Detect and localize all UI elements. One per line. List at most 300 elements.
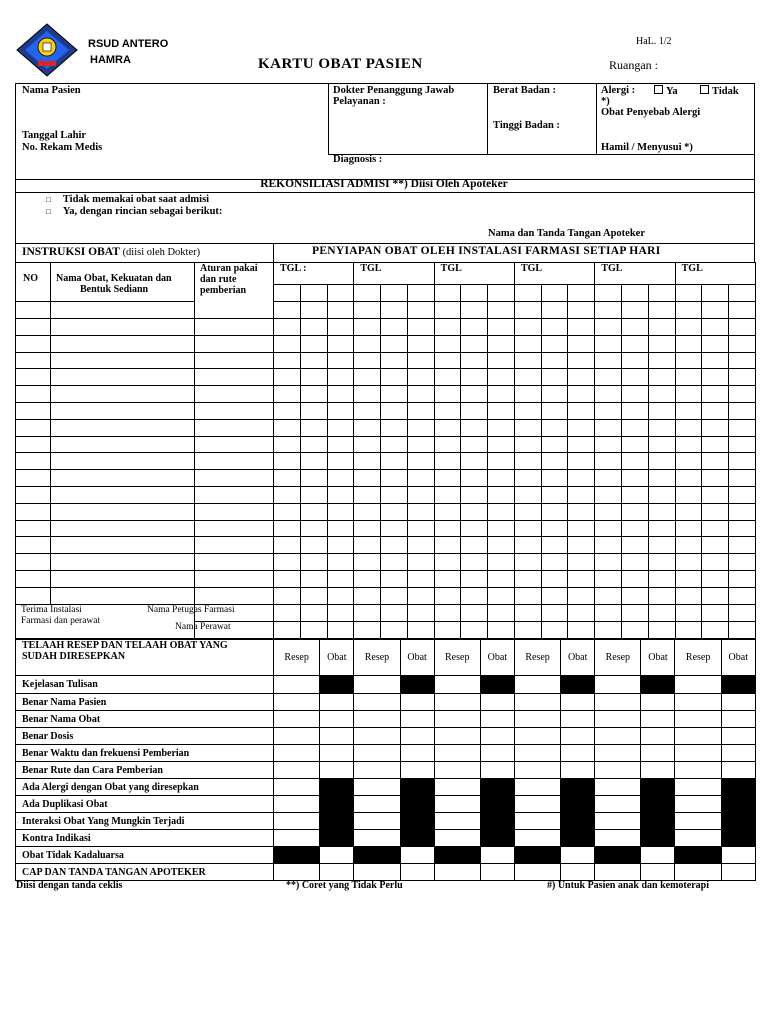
entry-cell[interactable] — [300, 503, 327, 520]
entry-cell[interactable] — [381, 486, 408, 503]
entry-cell[interactable] — [195, 319, 274, 336]
entry-cell[interactable] — [407, 436, 434, 453]
check-cell[interactable] — [320, 728, 354, 745]
entry-cell[interactable] — [300, 520, 327, 537]
check-cell[interactable] — [675, 745, 721, 762]
entry-cell[interactable] — [461, 554, 488, 571]
entry-cell[interactable] — [488, 570, 515, 587]
check-cell[interactable] — [320, 864, 354, 881]
check-cell[interactable] — [721, 728, 755, 745]
entry-cell[interactable] — [648, 520, 675, 537]
entry-cell[interactable] — [51, 335, 195, 352]
entry-cell[interactable] — [729, 386, 756, 403]
slot-cell[interactable] — [354, 604, 381, 621]
slot-cell[interactable] — [407, 604, 434, 621]
check-cell[interactable] — [480, 762, 514, 779]
entry-cell[interactable] — [541, 402, 568, 419]
entry-cell[interactable] — [514, 554, 541, 571]
entry-cell[interactable] — [488, 352, 515, 369]
slot-cell[interactable] — [541, 285, 568, 302]
entry-cell[interactable] — [434, 419, 461, 436]
slot-cell[interactable] — [434, 285, 461, 302]
slot-cell[interactable] — [354, 302, 381, 319]
check-cell[interactable] — [595, 864, 641, 881]
entry-cell[interactable] — [595, 537, 622, 554]
check-cell[interactable] — [274, 864, 320, 881]
entry-cell[interactable] — [675, 537, 702, 554]
entry-cell[interactable] — [195, 352, 274, 369]
check-cell[interactable] — [434, 796, 480, 813]
entry-cell[interactable] — [461, 453, 488, 470]
entry-cell[interactable] — [648, 503, 675, 520]
entry-cell[interactable] — [514, 520, 541, 537]
slot-cell[interactable] — [327, 302, 354, 319]
check-cell[interactable] — [400, 711, 434, 728]
slot-cell[interactable] — [729, 604, 756, 621]
slot-cell[interactable] — [622, 621, 649, 639]
entry-cell[interactable] — [702, 570, 729, 587]
entry-cell[interactable] — [541, 520, 568, 537]
entry-cell[interactable] — [407, 369, 434, 386]
check-cell[interactable] — [595, 711, 641, 728]
check-cell[interactable] — [434, 676, 480, 694]
entry-cell[interactable] — [381, 537, 408, 554]
entry-cell[interactable] — [274, 537, 301, 554]
slot-cell[interactable] — [300, 302, 327, 319]
entry-cell[interactable] — [461, 470, 488, 487]
entry-cell[interactable] — [729, 554, 756, 571]
entry-cell[interactable] — [381, 503, 408, 520]
entry-cell[interactable] — [274, 335, 301, 352]
check-cell[interactable] — [595, 762, 641, 779]
entry-cell[interactable] — [675, 335, 702, 352]
entry-cell[interactable] — [568, 587, 595, 604]
entry-cell[interactable] — [274, 419, 301, 436]
check-cell[interactable] — [354, 796, 400, 813]
entry-cell[interactable] — [568, 453, 595, 470]
entry-cell[interactable] — [434, 537, 461, 554]
slot-cell[interactable] — [514, 604, 541, 621]
check-cell[interactable] — [354, 779, 400, 796]
entry-cell[interactable] — [488, 369, 515, 386]
entry-cell[interactable] — [729, 453, 756, 470]
check-cell[interactable] — [320, 694, 354, 711]
check-cell[interactable] — [595, 694, 641, 711]
entry-cell[interactable] — [675, 436, 702, 453]
entry-cell[interactable] — [434, 470, 461, 487]
entry-cell[interactable] — [381, 319, 408, 336]
entry-cell[interactable] — [354, 369, 381, 386]
entry-cell[interactable] — [354, 537, 381, 554]
entry-cell[interactable] — [675, 352, 702, 369]
entry-cell[interactable] — [51, 503, 195, 520]
check-cell[interactable] — [721, 745, 755, 762]
slot-cell[interactable] — [675, 621, 702, 639]
check-cell[interactable] — [434, 694, 480, 711]
entry-cell[interactable] — [300, 352, 327, 369]
entry-cell[interactable] — [16, 402, 51, 419]
entry-cell[interactable] — [274, 436, 301, 453]
slot-cell[interactable] — [568, 302, 595, 319]
entry-cell[interactable] — [568, 369, 595, 386]
entry-cell[interactable] — [381, 369, 408, 386]
check-cell[interactable] — [320, 711, 354, 728]
check-cell[interactable] — [400, 847, 434, 864]
entry-cell[interactable] — [381, 386, 408, 403]
check-cell[interactable] — [514, 711, 560, 728]
slot-cell[interactable] — [595, 302, 622, 319]
entry-cell[interactable] — [434, 554, 461, 571]
check-cell[interactable] — [514, 762, 560, 779]
rekon-option-2[interactable] — [46, 206, 222, 218]
check-cell[interactable] — [434, 711, 480, 728]
check-cell[interactable] — [434, 864, 480, 881]
slot-cell[interactable] — [675, 285, 702, 302]
entry-cell[interactable] — [702, 319, 729, 336]
entry-cell[interactable] — [622, 537, 649, 554]
entry-cell[interactable] — [514, 570, 541, 587]
slot-cell[interactable] — [675, 604, 702, 621]
entry-cell[interactable] — [568, 570, 595, 587]
check-cell[interactable] — [561, 745, 595, 762]
check-cell[interactable] — [434, 728, 480, 745]
entry-cell[interactable] — [407, 402, 434, 419]
entry-cell[interactable] — [622, 470, 649, 487]
slot-cell[interactable] — [274, 604, 301, 621]
entry-cell[interactable] — [434, 352, 461, 369]
check-cell[interactable] — [274, 830, 320, 847]
entry-cell[interactable] — [354, 352, 381, 369]
entry-cell[interactable] — [568, 419, 595, 436]
slot-cell[interactable] — [327, 604, 354, 621]
entry-cell[interactable] — [461, 436, 488, 453]
entry-cell[interactable] — [381, 520, 408, 537]
slot-cell[interactable] — [541, 604, 568, 621]
slot-cell[interactable] — [702, 285, 729, 302]
check-cell[interactable] — [561, 728, 595, 745]
entry-cell[interactable] — [327, 503, 354, 520]
entry-cell[interactable] — [16, 352, 51, 369]
check-cell[interactable] — [400, 694, 434, 711]
entry-cell[interactable] — [434, 335, 461, 352]
check-cell[interactable] — [514, 745, 560, 762]
slot-cell[interactable] — [595, 604, 622, 621]
slot-cell[interactable] — [568, 604, 595, 621]
slot-cell[interactable] — [541, 302, 568, 319]
slot-cell[interactable] — [354, 285, 381, 302]
check-cell[interactable] — [595, 813, 641, 830]
entry-cell[interactable] — [729, 537, 756, 554]
entry-cell[interactable] — [648, 319, 675, 336]
entry-cell[interactable] — [514, 335, 541, 352]
check-cell[interactable] — [675, 779, 721, 796]
entry-cell[interactable] — [568, 319, 595, 336]
check-cell[interactable] — [274, 711, 320, 728]
entry-cell[interactable] — [51, 419, 195, 436]
entry-cell[interactable] — [195, 402, 274, 419]
entry-cell[interactable] — [195, 570, 274, 587]
entry-cell[interactable] — [300, 587, 327, 604]
entry-cell[interactable] — [434, 386, 461, 403]
entry-cell[interactable] — [675, 520, 702, 537]
entry-cell[interactable] — [622, 386, 649, 403]
entry-cell[interactable] — [327, 570, 354, 587]
slot-cell[interactable] — [702, 302, 729, 319]
entry-cell[interactable] — [488, 335, 515, 352]
entry-cell[interactable] — [461, 587, 488, 604]
check-cell[interactable] — [595, 830, 641, 847]
entry-cell[interactable] — [16, 453, 51, 470]
entry-cell[interactable] — [327, 419, 354, 436]
entry-cell[interactable] — [195, 453, 274, 470]
entry-cell[interactable] — [514, 386, 541, 403]
entry-cell[interactable] — [51, 369, 195, 386]
entry-cell[interactable] — [729, 419, 756, 436]
slot-cell[interactable] — [514, 302, 541, 319]
slot-cell[interactable] — [648, 285, 675, 302]
entry-cell[interactable] — [407, 470, 434, 487]
entry-cell[interactable] — [488, 436, 515, 453]
entry-cell[interactable] — [675, 587, 702, 604]
entry-cell[interactable] — [541, 470, 568, 487]
entry-cell[interactable] — [327, 369, 354, 386]
check-cell[interactable] — [514, 694, 560, 711]
entry-cell[interactable] — [568, 352, 595, 369]
entry-cell[interactable] — [327, 386, 354, 403]
entry-cell[interactable] — [327, 520, 354, 537]
entry-cell[interactable] — [381, 570, 408, 587]
entry-cell[interactable] — [514, 369, 541, 386]
entry-cell[interactable] — [595, 402, 622, 419]
entry-cell[interactable] — [595, 503, 622, 520]
slot-cell[interactable] — [434, 621, 461, 639]
entry-cell[interactable] — [327, 453, 354, 470]
entry-cell[interactable] — [461, 520, 488, 537]
entry-cell[interactable] — [622, 352, 649, 369]
check-cell[interactable] — [675, 711, 721, 728]
entry-cell[interactable] — [729, 352, 756, 369]
entry-cell[interactable] — [488, 537, 515, 554]
check-cell[interactable] — [675, 864, 721, 881]
slot-cell[interactable] — [488, 302, 515, 319]
entry-cell[interactable] — [622, 554, 649, 571]
entry-cell[interactable] — [407, 570, 434, 587]
entry-cell[interactable] — [327, 402, 354, 419]
entry-cell[interactable] — [488, 470, 515, 487]
entry-cell[interactable] — [514, 436, 541, 453]
entry-cell[interactable] — [434, 436, 461, 453]
entry-cell[interactable] — [407, 453, 434, 470]
check-cell[interactable] — [561, 847, 595, 864]
entry-cell[interactable] — [354, 570, 381, 587]
check-cell[interactable] — [721, 711, 755, 728]
entry-cell[interactable] — [648, 419, 675, 436]
entry-cell[interactable] — [622, 402, 649, 419]
entry-cell[interactable] — [514, 503, 541, 520]
slot-cell[interactable] — [327, 285, 354, 302]
entry-cell[interactable] — [488, 486, 515, 503]
entry-cell[interactable] — [16, 369, 51, 386]
entry-cell[interactable] — [327, 319, 354, 336]
entry-cell[interactable] — [381, 419, 408, 436]
entry-cell[interactable] — [514, 319, 541, 336]
check-cell[interactable] — [320, 847, 354, 864]
entry-cell[interactable] — [16, 386, 51, 403]
entry-cell[interactable] — [51, 352, 195, 369]
entry-cell[interactable] — [407, 486, 434, 503]
entry-cell[interactable] — [595, 486, 622, 503]
check-cell[interactable] — [641, 762, 675, 779]
entry-cell[interactable] — [675, 486, 702, 503]
entry-cell[interactable] — [729, 402, 756, 419]
check-cell[interactable] — [434, 830, 480, 847]
entry-cell[interactable] — [568, 386, 595, 403]
check-cell[interactable] — [320, 745, 354, 762]
entry-cell[interactable] — [407, 386, 434, 403]
entry-cell[interactable] — [327, 537, 354, 554]
check-cell[interactable] — [675, 728, 721, 745]
slot-cell[interactable] — [514, 621, 541, 639]
entry-cell[interactable] — [729, 486, 756, 503]
check-cell[interactable] — [274, 813, 320, 830]
entry-cell[interactable] — [434, 402, 461, 419]
entry-cell[interactable] — [568, 402, 595, 419]
entry-cell[interactable] — [381, 352, 408, 369]
entry-cell[interactable] — [622, 419, 649, 436]
check-cell[interactable] — [400, 864, 434, 881]
entry-cell[interactable] — [195, 369, 274, 386]
entry-cell[interactable] — [407, 520, 434, 537]
entry-cell[interactable] — [675, 554, 702, 571]
entry-cell[interactable] — [514, 537, 541, 554]
check-cell[interactable] — [514, 676, 560, 694]
check-cell[interactable] — [480, 864, 514, 881]
entry-cell[interactable] — [729, 369, 756, 386]
slot-cell[interactable] — [354, 621, 381, 639]
check-cell[interactable] — [514, 728, 560, 745]
entry-cell[interactable] — [300, 570, 327, 587]
check-cell[interactable] — [514, 796, 560, 813]
entry-cell[interactable] — [274, 486, 301, 503]
entry-cell[interactable] — [648, 402, 675, 419]
entry-cell[interactable] — [568, 436, 595, 453]
entry-cell[interactable] — [461, 419, 488, 436]
entry-cell[interactable] — [648, 436, 675, 453]
check-cell[interactable] — [561, 694, 595, 711]
slot-cell[interactable] — [381, 302, 408, 319]
check-cell[interactable] — [595, 745, 641, 762]
check-cell[interactable] — [514, 830, 560, 847]
entry-cell[interactable] — [702, 352, 729, 369]
check-cell[interactable] — [274, 745, 320, 762]
entry-cell[interactable] — [729, 503, 756, 520]
slot-cell[interactable] — [300, 285, 327, 302]
entry-cell[interactable] — [327, 554, 354, 571]
alergi-ya-option[interactable] — [654, 85, 678, 98]
check-cell[interactable] — [641, 745, 675, 762]
entry-cell[interactable] — [488, 503, 515, 520]
entry-cell[interactable] — [622, 520, 649, 537]
entry-cell[interactable] — [51, 453, 195, 470]
check-cell[interactable] — [274, 676, 320, 694]
entry-cell[interactable] — [729, 587, 756, 604]
entry-cell[interactable] — [541, 369, 568, 386]
entry-cell[interactable] — [274, 570, 301, 587]
entry-cell[interactable] — [648, 470, 675, 487]
entry-cell[interactable] — [729, 520, 756, 537]
slot-cell[interactable] — [461, 285, 488, 302]
check-cell[interactable] — [561, 864, 595, 881]
entry-cell[interactable] — [702, 520, 729, 537]
entry-cell[interactable] — [195, 335, 274, 352]
entry-cell[interactable] — [675, 319, 702, 336]
entry-cell[interactable] — [354, 470, 381, 487]
check-cell[interactable] — [721, 694, 755, 711]
slot-cell[interactable] — [407, 621, 434, 639]
slot-cell[interactable] — [702, 604, 729, 621]
slot-cell[interactable] — [407, 302, 434, 319]
entry-cell[interactable] — [274, 520, 301, 537]
entry-cell[interactable] — [541, 319, 568, 336]
entry-cell[interactable] — [274, 352, 301, 369]
entry-cell[interactable] — [622, 335, 649, 352]
entry-cell[interactable] — [461, 537, 488, 554]
check-cell[interactable] — [641, 847, 675, 864]
slot-cell[interactable] — [729, 621, 756, 639]
entry-cell[interactable] — [514, 402, 541, 419]
entry-cell[interactable] — [648, 352, 675, 369]
check-cell[interactable] — [354, 745, 400, 762]
entry-cell[interactable] — [327, 587, 354, 604]
entry-cell[interactable] — [354, 335, 381, 352]
entry-cell[interactable] — [461, 352, 488, 369]
slot-cell[interactable] — [407, 285, 434, 302]
alergi-tidak-option[interactable] — [700, 85, 739, 98]
entry-cell[interactable] — [595, 436, 622, 453]
entry-cell[interactable] — [702, 386, 729, 403]
entry-cell[interactable] — [16, 470, 51, 487]
slot-cell[interactable] — [595, 285, 622, 302]
entry-cell[interactable] — [51, 537, 195, 554]
entry-cell[interactable] — [595, 369, 622, 386]
entry-cell[interactable] — [381, 453, 408, 470]
entry-cell[interactable] — [648, 335, 675, 352]
entry-cell[interactable] — [595, 335, 622, 352]
entry-cell[interactable] — [541, 419, 568, 436]
check-cell[interactable] — [561, 762, 595, 779]
entry-cell[interactable] — [622, 486, 649, 503]
entry-cell[interactable] — [354, 554, 381, 571]
entry-cell[interactable] — [648, 587, 675, 604]
entry-cell[interactable] — [51, 486, 195, 503]
entry-cell[interactable] — [300, 470, 327, 487]
entry-cell[interactable] — [595, 520, 622, 537]
check-cell[interactable] — [721, 847, 755, 864]
entry-cell[interactable] — [568, 470, 595, 487]
slot-cell[interactable] — [568, 621, 595, 639]
entry-cell[interactable] — [407, 587, 434, 604]
entry-cell[interactable] — [354, 453, 381, 470]
slot-cell[interactable] — [381, 604, 408, 621]
check-cell[interactable] — [480, 745, 514, 762]
check-cell[interactable] — [434, 779, 480, 796]
check-cell[interactable] — [400, 762, 434, 779]
entry-cell[interactable] — [327, 436, 354, 453]
entry-cell[interactable] — [488, 587, 515, 604]
slot-cell[interactable] — [434, 302, 461, 319]
entry-cell[interactable] — [595, 352, 622, 369]
entry-cell[interactable] — [541, 503, 568, 520]
